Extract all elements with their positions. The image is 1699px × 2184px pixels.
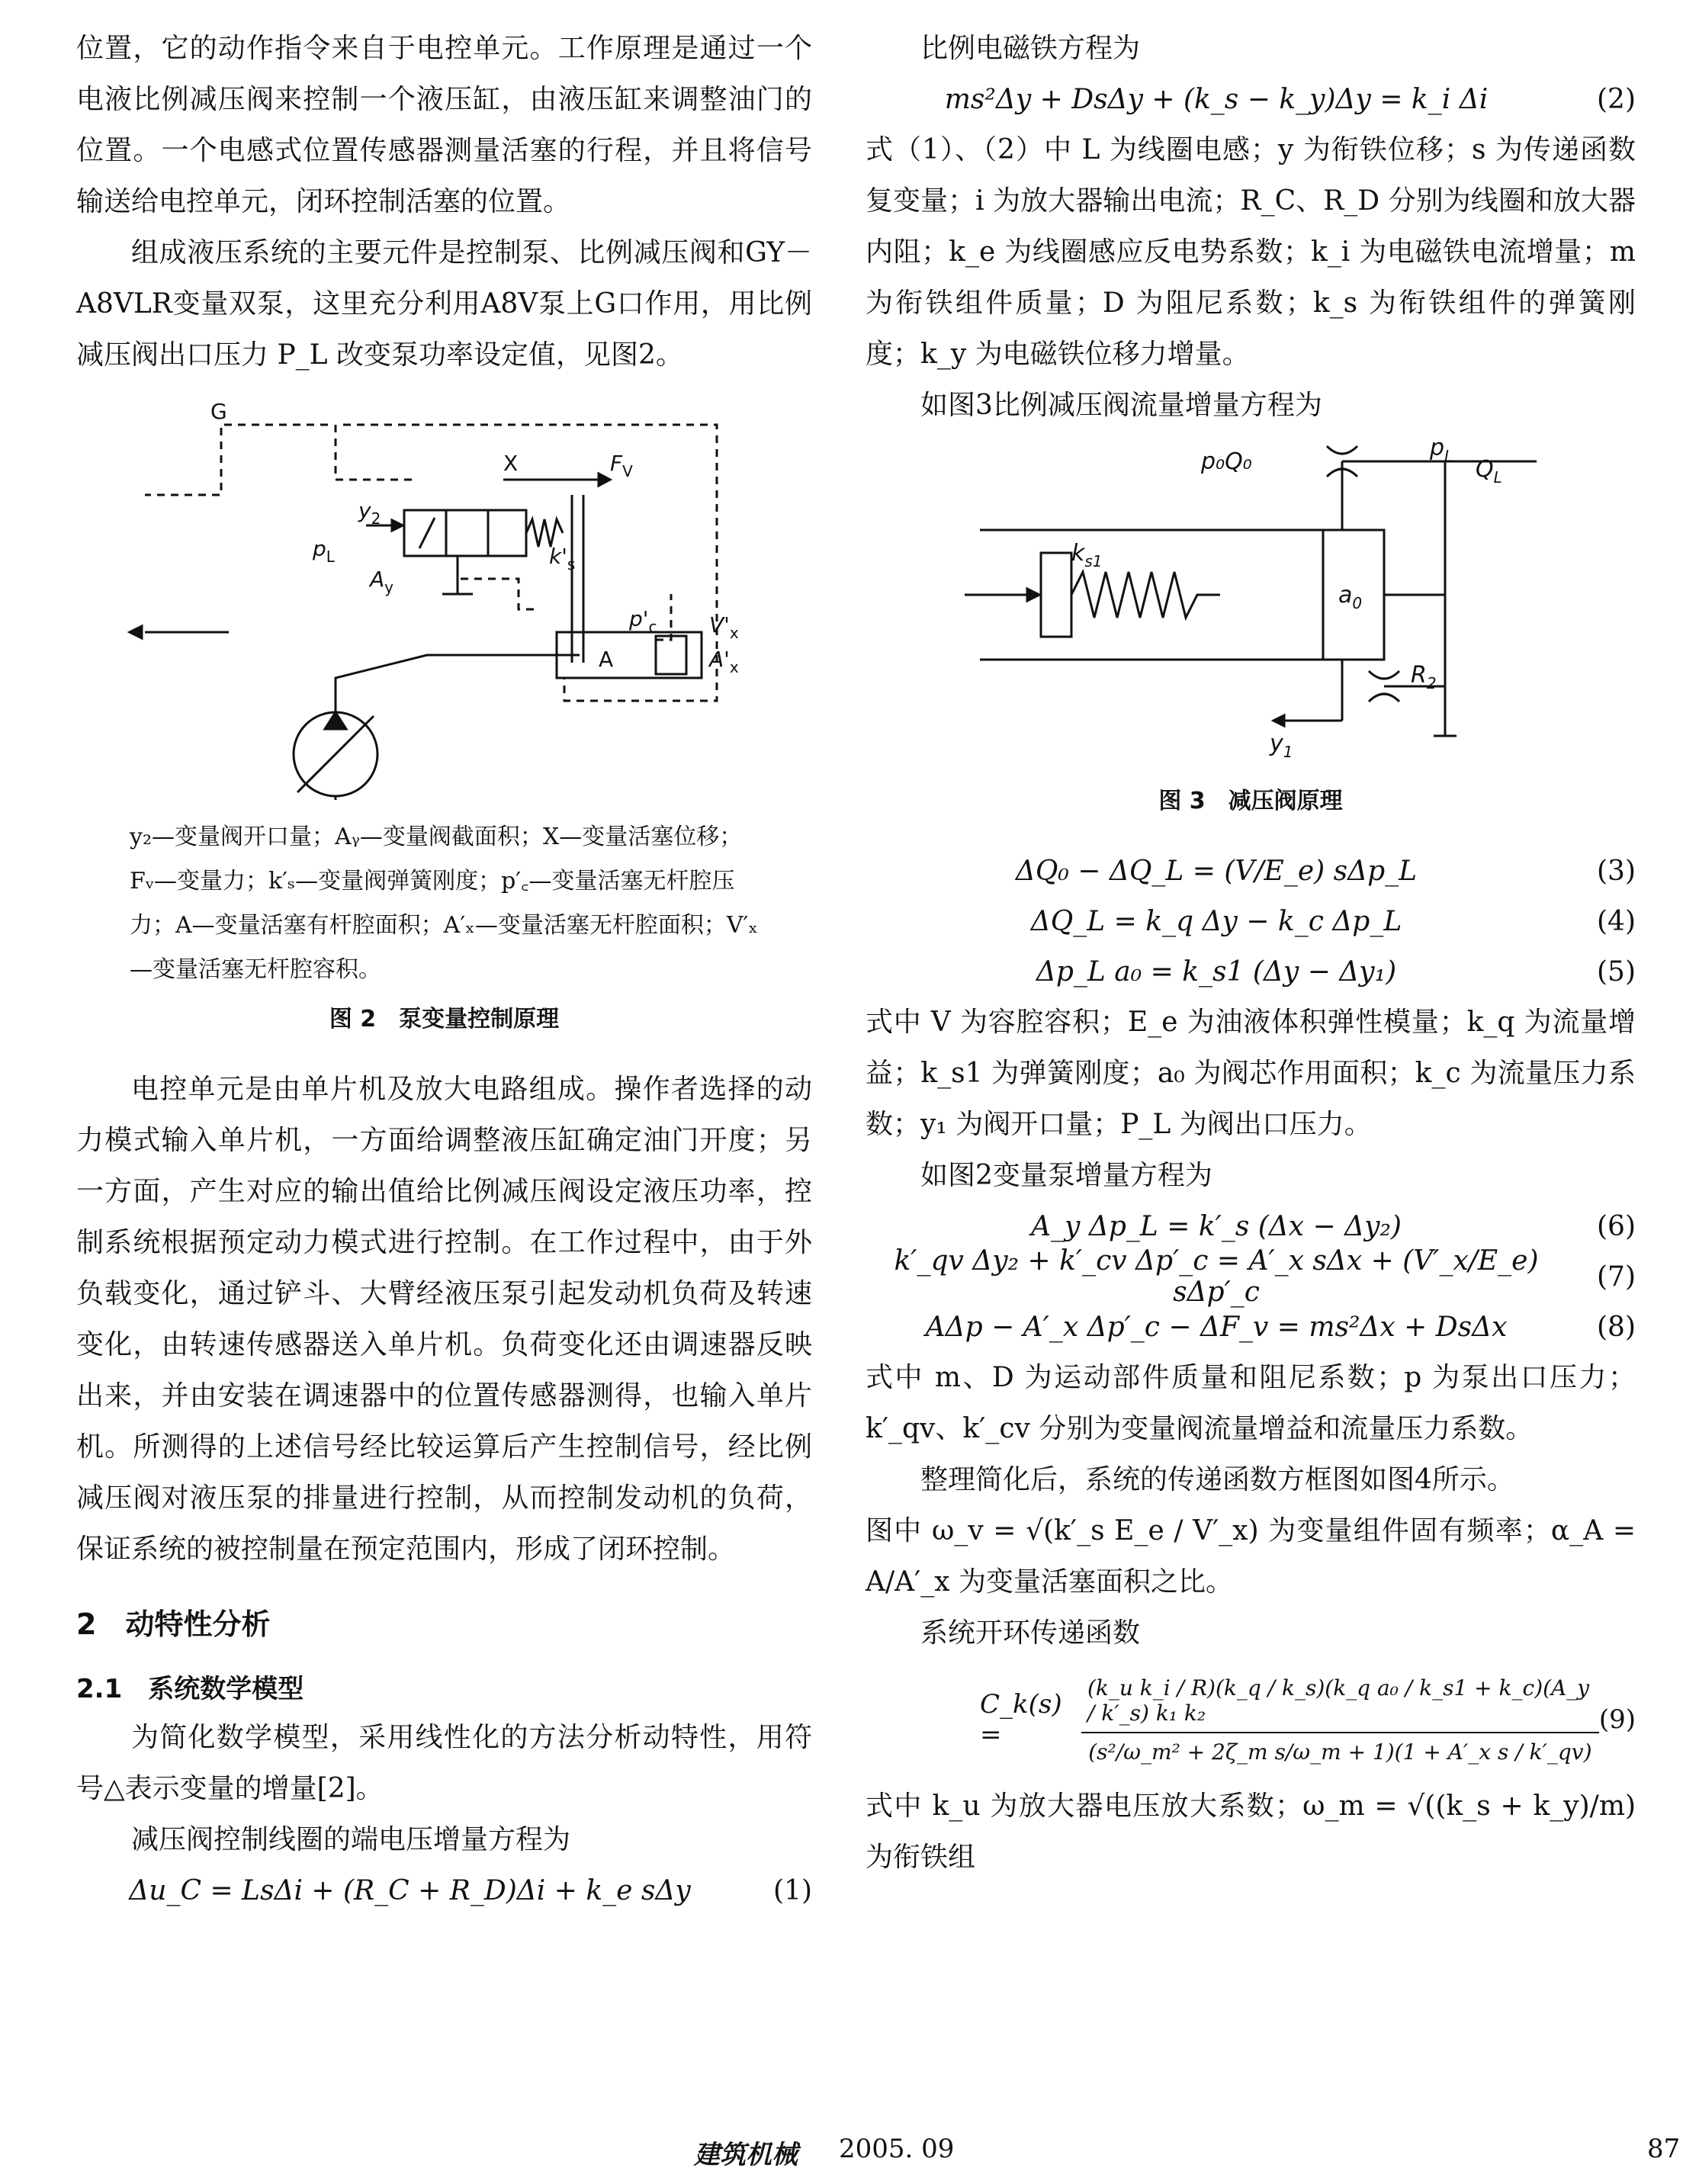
actuator-block (1041, 553, 1071, 637)
paragraph: 图中 ω_v = √(k′_s E_e / V′_x) 为变量组件固有频率；α_A = A/A′_x 为变量活塞面积之比。 (866, 1515, 1636, 1598)
paragraph: 减压阀控制线圈的端电压增量方程为 (131, 1824, 571, 1855)
label-G: G (210, 403, 227, 424)
label-X: X (503, 451, 519, 476)
paragraph: 整理简化后，系统的传递函数方框图如图4所示。 (920, 1464, 1514, 1495)
label-y1: $y_1$ (1270, 731, 1293, 759)
paragraph: 组成液压系统的主要元件是控制泵、比例减压阀和GY－A8VLR变量双泵，这里充分利用A8V泵上G口作用，用比例减压阀出口压力 P_L 改变泵功率设定值，见图2。 (76, 237, 812, 371)
equation-4: ΔQ_L = k_q Δy − k_c Δp_L (4) (1030, 905, 1636, 937)
figure-2 (76, 403, 812, 800)
figure-3 (866, 438, 1636, 759)
label-ks: $k'_s$ (549, 544, 576, 573)
figure-2-title: 图 2 泵变量控制原理 (329, 1006, 560, 1033)
equation-9: C_k(s) = (k_u k_i / R)(k_q / k_s)(k_q a₀ / k_s1 + k_c)(A_y / k′_s) k₁ k₂ (s²/ω_m² + 2ζ_m s/ω_m + 1)(1 + A′_x s / k′_qv) (9) (980, 1675, 1636, 1765)
paragraph: 如图2变量泵增量方程为 (920, 1160, 1212, 1191)
valve-body (404, 510, 526, 556)
paragraph: 式中 V 为容腔容积；E_e 为油液体积弹性模量；k_q 为流量增益；k_s1 为弹簧刚度；a₀ 为阀芯作用面积；k_c 为流量压力系数；y₁ 为阀开口量；P_L 为阀出口压力。 (866, 1007, 1636, 1140)
paragraph: 电控单元是由单片机及放大电路组成。操作者选择的动力模式输入单片机，一方面给调整液压缸确定油门开度；另一方面，产生对应的输出值给比例减压阀设定液压功率，控制系统根据预定动力模式进行控制。在工作过程中，由于外负载变化，通过铲斗、大臂经液压泵引起发动机负荷及转速变化，由转速传感器送入单片机。负荷变化还由调速器反映出来，并由安装在调速器中的位置传感器测得，也输入单片机。所测得的上述信号经比较运算后产生控制信号，经比例减压阀对液压泵的排量进行控制，从而控制发动机的负荷，保证系统的被控制量在预定范围内，形成了闭环控制。 (76, 1074, 812, 1565)
paragraph: 式中 k_u 为放大器电压放大系数；ω_m = √((k_s + k_y)/m) 为衔铁组 (866, 1791, 1636, 1873)
page-number: 87 (1647, 2134, 1681, 2164)
valve-spring (526, 519, 563, 547)
equation-3: ΔQ₀ − ΔQ_L = (V/E_e) sΔp_L (3) (1015, 855, 1636, 887)
figure-2-legend: y₂—变量阀开口量；Aᵧ—变量阀截面积；X—变量活塞位移；Fᵥ—变量力；k′ₛ—变量阀弹簧刚度；p′꜀—变量活塞无杆腔压力；A—变量活塞有杆腔面积；A′ₓ—变量活塞无杆腔面积；V′ₓ—变量活塞无杆腔容积。 (130, 824, 759, 983)
section-heading: 2 动特性分析 (76, 1607, 271, 1641)
label-ks1: $k_{s1}$ (1071, 540, 1103, 570)
figure-3-title: 图 3 减压阀原理 (1158, 788, 1343, 814)
reducing-valve-diagram (866, 438, 1636, 759)
label-QL: $Q_L$ (1476, 456, 1502, 487)
label-A: A (599, 647, 614, 672)
page-footer (0, 2134, 1699, 2172)
paragraph: 为简化数学模型，采用线性化的方法分析动特性，用符号△表示变量的增量[2]。 (76, 1722, 812, 1804)
left-column (76, 23, 812, 1916)
issue-number: 2005. 09 (839, 2134, 955, 2164)
paragraph: 比例电磁铁方程为 (920, 33, 1141, 64)
equation-5: Δp_L a₀ = k_s1 (Δy − Δy₁) (5) (1036, 956, 1636, 988)
equation-8: AΔp − A′_x Δp′_c − ΔF_v = ms²Δx + DsΔx (8) (925, 1311, 1636, 1343)
journal-name: 建筑机械 (694, 2140, 798, 2170)
inner-dashed (336, 425, 412, 480)
right-column (866, 23, 1636, 1883)
paragraph: 式中 m、D 为运动部件质量和阻尼系数；p 为泵出口压力；k′_qv、k′_cv 分别为变量阀流量增益和流量压力系数。 (866, 1362, 1636, 1444)
label-y2: $y_2$ (358, 498, 381, 528)
equation-7: k′_qv Δy₂ + k′_cv Δp′_c = A′_x sΔx + (V′_x/E_e) sΔp′_c (7) (894, 1245, 1636, 1308)
pilot-line-dashed (145, 425, 328, 495)
equation-1: Δu_C = LsΔi + (R_C + R_D)Δi + k_e sΔy (1) (129, 1874, 812, 1906)
label-R2: $R_2$ (1411, 662, 1437, 692)
label-pc: $p'_c$ (629, 606, 657, 636)
equation-6: A_y Δp_L = k′_s (Δx − Δy₂) (6) (1031, 1210, 1636, 1242)
subsection-heading: 2.1 系统数学模型 (76, 1674, 304, 1704)
paragraph: 位置，它的动作指令来自于电控单元。工作原理是通过一个电液比例减压阀来控制一个液压缸，由液压缸来调整油门的位置。一个电感式位置传感器测量活塞的行程，并且将信号输送给电控单元，闭环控制活塞的位置。 (76, 33, 812, 217)
paragraph: 如图3比例减压阀流量增量方程为 (920, 390, 1322, 421)
label-Fv: $F_V$ (610, 451, 633, 480)
eq9-denominator: (s²/ω_m² + 2ζ_m s/ω_m + 1)(1 + A′_x s / k′_qv) (1088, 1739, 1592, 1765)
label-pL: $p_L$ (1430, 438, 1453, 465)
paragraph: 系统开环传递函数 (920, 1617, 1141, 1649)
label-Ax: $A'_x$ (709, 647, 739, 676)
label-p0Q0: p₀Q₀ (1201, 448, 1252, 475)
label-Ay: $A_y$ (370, 567, 393, 596)
paragraph: 式（1）、（2）中 L 为线圈电感；y 为衔铁位移；s 为传递函数复变量；i 为放大器输出电流；R_C、R_D 分别为线圈和放大器内阻；k_e 为线圈感应反电势系数；k_i 为电磁铁电流增量；m 为衔铁组件质量；D 为阻尼系数；k_s 为衔铁组件的弹簧刚度；k_y 为电磁铁位移力增量。 (866, 134, 1636, 370)
eq9-numerator: (k_u k_i / R)(k_q / k_s)(k_q a₀ / k_s1 + k_c)(A_y / k′_s) k₁ k₂ (1081, 1675, 1599, 1733)
equation-2: ms²Δy + DsΔy + (k_s − k_y)Δy = k_i Δi (2) (944, 83, 1636, 115)
spring (1071, 572, 1220, 618)
label-a0: $a_0$ (1338, 582, 1363, 612)
drain-line-dashed (343, 425, 717, 701)
label-pL: $p_L$ (313, 536, 335, 566)
pump-control-diagram (76, 403, 812, 800)
label-Vx: $V'_x$ (709, 612, 739, 642)
